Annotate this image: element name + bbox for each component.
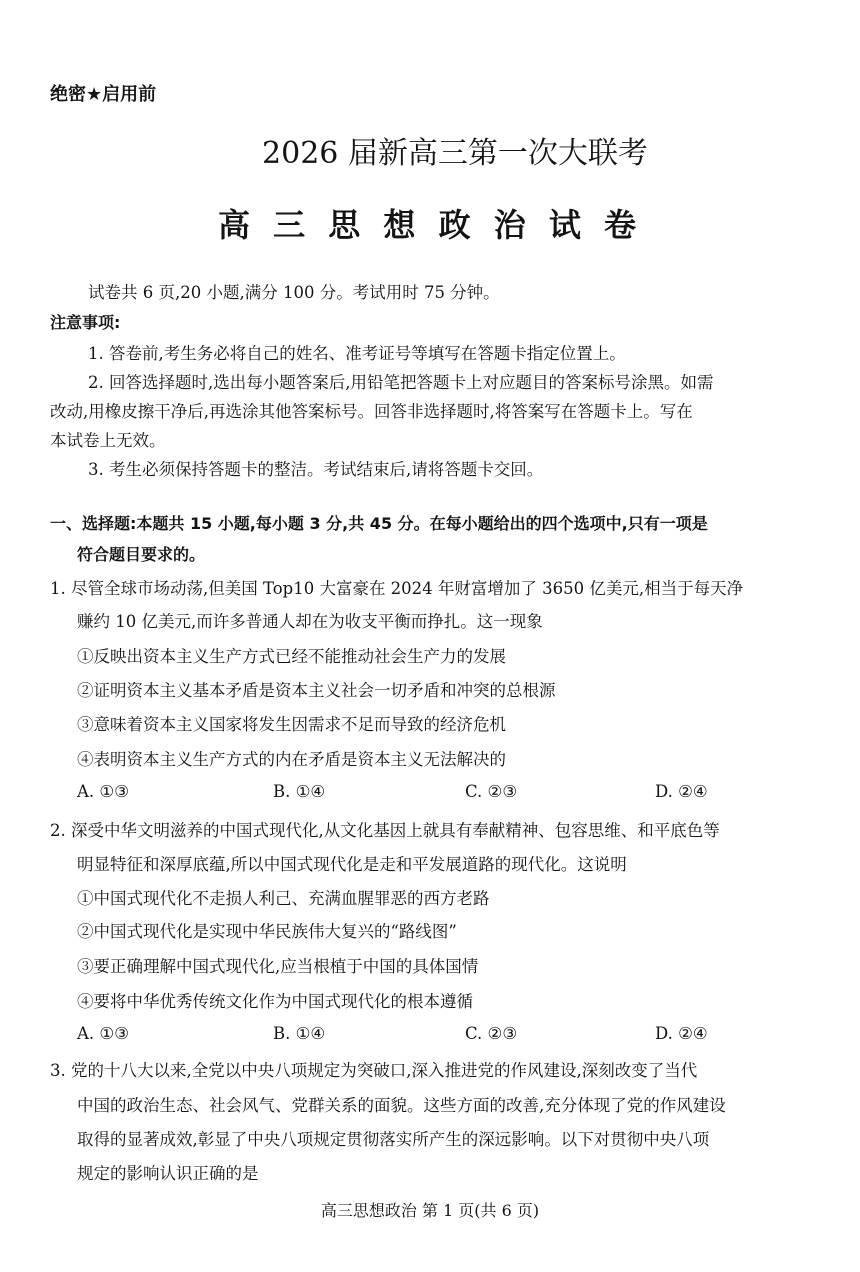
notice-item-2-line-3: 本试卷上无效。 [50, 431, 166, 450]
q1-statement-2: ②证明资本主义基本矛盾是资本主义社会一切矛盾和冲突的总根源 [77, 681, 556, 700]
confidential-label: 绝密★启用前 [50, 84, 157, 105]
q3-stem-line-1: 3. 党的十八大以来,全党以中央八项规定为突破口,深入推进党的作风建设,深刻改变了当代 [50, 1061, 698, 1080]
q3-stem-line-3: 取得的显著成效,彰显了中央八项规定贯彻落实所产生的深远影响。以下对贯彻中央八项 [77, 1130, 710, 1149]
exam-intro: 试卷共 6 页,20 小题,满分 100 分。考试用时 75 分钟。 [88, 283, 500, 302]
q1-choice-c: C. ②③ [465, 782, 518, 801]
notice-item-2-line-2: 改动,用橡皮擦干净后,再选涂其他答案标号。回答非选择题时,将答案写在答题卡上。写在 [50, 402, 693, 421]
subject-title: 高 三 思 想 政 治 试 卷 [218, 206, 642, 244]
q2-choice-c: C. ②③ [465, 1024, 518, 1043]
q1-choice-b: B. ①④ [273, 782, 326, 801]
q1-stem-line-2: 赚约 10 亿美元,而许多普通人却在为收支平衡而挣扎。这一现象 [77, 612, 543, 631]
q2-statement-1: ①中国式现代化不走损人利己、充满血腥罪恶的西方老路 [77, 889, 490, 908]
q2-statement-2: ②中国式现代化是实现中华民族伟大复兴的“路线图” [77, 922, 457, 941]
q2-stem-line-1: 2. 深受中华文明滋养的中国式现代化,从文化基因上就具有奉献精神、包容思维、和平底色等 [50, 821, 720, 840]
section-heading-line-1: 一、选择题:本题共 15 小题,每小题 3 分,共 45 分。在每小题给出的四个选项中,只有一项是 [50, 514, 708, 533]
q2-choice-d: D. ②④ [655, 1024, 708, 1043]
section-heading-line-2: 符合题目要求的。 [77, 545, 206, 564]
q2-statement-4: ④要将中华优秀传统文化作为中国式现代化的根本遵循 [77, 992, 473, 1011]
q1-choice-d: D. ②④ [655, 782, 708, 801]
page-footer: 高三思想政治 第 1 页(共 6 页) [320, 1201, 540, 1220]
q2-choice-b: B. ①④ [273, 1024, 326, 1043]
q1-statement-3: ③意味着资本主义国家将发生因需求不足而导致的经济危机 [77, 715, 506, 734]
exam-title: 2026 届新高三第一次大联考 [262, 136, 648, 171]
q1-choice-a: A. ①③ [77, 782, 129, 801]
q1-statement-4: ④表明资本主义生产方式的内在矛盾是资本主义无法解决的 [77, 750, 506, 769]
notice-item-1: 1. 答卷前,考生务必将自己的姓名、准考证号等填写在答题卡指定位置上。 [88, 344, 626, 363]
notice-item-3: 3. 考生必须保持答题卡的整洁。考试结束后,请将答题卡交回。 [88, 460, 544, 479]
notice-heading: 注意事项: [50, 313, 121, 332]
q2-stem-line-2: 明显特征和深厚底蕴,所以中国式现代化是走和平发展道路的现代化。这说明 [77, 855, 627, 874]
q1-statement-1: ①反映出资本主义生产方式已经不能推动社会生产力的发展 [77, 647, 506, 666]
notice-item-2-line-1: 2. 回答选择题时,选出每小题答案后,用铅笔把答题卡上对应题目的答案标号涂黑。如需 [88, 373, 714, 392]
q3-stem-line-2: 中国的政治生态、社会风气、党群关系的面貌。这些方面的改善,充分体现了党的作风建设 [77, 1096, 726, 1115]
q3-stem-line-4: 规定的影响认识正确的是 [77, 1164, 259, 1183]
q1-stem-line-1: 1. 尽管全球市场动荡,但美国 Top10 大富豪在 2024 年财富增加了 3650 亿美元,相当于每天净 [50, 579, 744, 598]
q2-statement-3: ③要正确理解中国式现代化,应当根植于中国的具体国情 [77, 957, 479, 976]
q2-choice-a: A. ①③ [77, 1024, 129, 1043]
